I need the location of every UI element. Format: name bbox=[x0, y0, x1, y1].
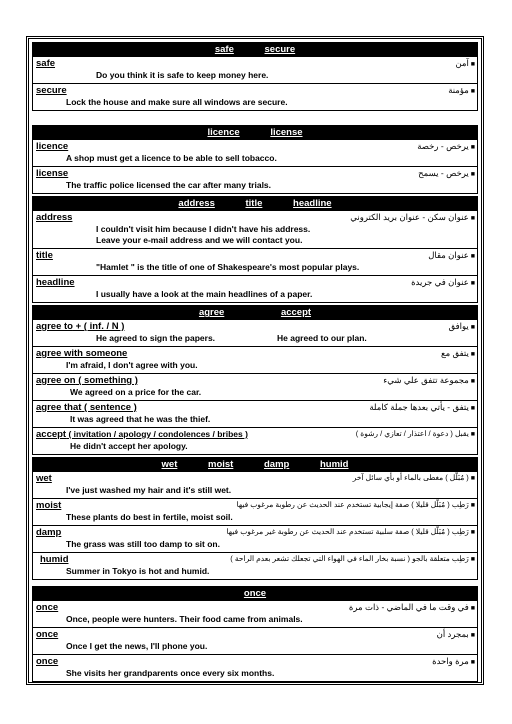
entry bbox=[33, 552, 477, 579]
arabic-meaning: ■ يقبل ( دعوة / اعتذار / تعازي / رشوة ) bbox=[355, 429, 475, 438]
arabic-meaning: ■ بمجرد أن bbox=[436, 629, 475, 639]
arabic-meaning: ■ في وقت ما في الماضي - ذات مرة bbox=[348, 602, 475, 612]
term: wet bbox=[36, 473, 52, 484]
heading-word: safe bbox=[214, 44, 234, 55]
example-sentence: Lock the house and make sure all windows are secure. bbox=[66, 97, 288, 107]
heading-word: secure bbox=[264, 44, 296, 55]
entry bbox=[33, 471, 477, 498]
term: agree to + ( inf. / N ) bbox=[36, 321, 125, 332]
term: license bbox=[36, 168, 69, 179]
heading-word: humid bbox=[319, 459, 349, 470]
example-sentence: He agreed to sign the papers. He agreed to our plan. bbox=[96, 333, 367, 343]
entry bbox=[33, 627, 477, 654]
example-sentence: These plants do best in fertile, moist soil. bbox=[66, 512, 233, 522]
term: secure bbox=[36, 85, 67, 96]
term: humid bbox=[40, 554, 69, 565]
example-sentence: "Hamlet " is the title of one of Shakespeare's most popular plays. bbox=[96, 262, 360, 272]
heading-word: headline bbox=[293, 198, 332, 209]
example-sentence: Once I get the news, I'll phone you. bbox=[66, 641, 208, 651]
example-sentence: He didn't accept her apology. bbox=[70, 441, 188, 451]
section-heading bbox=[33, 587, 477, 600]
heading-word: damp bbox=[263, 459, 290, 470]
entry bbox=[33, 210, 477, 248]
example-sentence: I'm afraid, I don't agree with you. bbox=[66, 360, 198, 370]
example-sentence: I usually have a look at the main headlines of a paper. bbox=[96, 289, 313, 299]
heading-word: title bbox=[245, 198, 263, 209]
example-sentence: It was agreed that he was the thief. bbox=[70, 414, 211, 424]
arabic-meaning: ■ مرة واحدة bbox=[432, 656, 475, 666]
example-sentence: I couldn't visit him because I didn't have his address. bbox=[96, 224, 311, 234]
entry bbox=[33, 139, 477, 166]
term: once bbox=[36, 629, 59, 640]
example-sentence: The traffic police licensed the car after many trials. bbox=[66, 180, 272, 190]
example-sentence: I've just washed my hair and it's still wet. bbox=[66, 485, 232, 495]
entry bbox=[33, 166, 477, 193]
entry bbox=[33, 319, 477, 346]
term: accept ( invitation / apology / condolences / bribes ) bbox=[36, 429, 248, 440]
section-once bbox=[32, 586, 478, 682]
example-sentence: Leave your e-mail address and we will contact you. bbox=[96, 235, 303, 245]
example-sentence: She visits her grandparents once every six months. bbox=[66, 668, 275, 678]
term: agree that ( sentence ) bbox=[36, 402, 137, 413]
term: agree on ( something ) bbox=[36, 375, 138, 386]
arabic-meaning: ■ يرخص - يسمح bbox=[418, 168, 475, 178]
section-heading bbox=[33, 43, 477, 56]
arabic-meaning: ■ عنوان مقال bbox=[428, 250, 475, 260]
term: licence bbox=[36, 141, 69, 152]
heading-word: moist bbox=[208, 459, 234, 470]
entry bbox=[33, 427, 477, 454]
term: moist bbox=[36, 500, 62, 511]
arabic-meaning: ■ يرخص - رخصة bbox=[417, 141, 475, 151]
arabic-meaning: ■ مجموعة تتفق علي شيء bbox=[383, 375, 475, 385]
arabic-meaning: ■ عنوان في جريدة bbox=[411, 277, 475, 287]
section-heading bbox=[33, 197, 477, 210]
example-sentence: A shop must get a licence to be able to sell tobacco. bbox=[66, 153, 277, 163]
term: address bbox=[36, 212, 73, 223]
heading-word: wet bbox=[161, 459, 178, 470]
example-sentence: We agreed on a price for the car. bbox=[70, 387, 202, 397]
arabic-meaning: ■ يتفق مع bbox=[441, 348, 475, 358]
example-sentence: The grass was still too damp to sit on. bbox=[66, 539, 220, 549]
arabic-meaning: ■ رَطِب ( مُبَلَّل قليلا ) صفة سلبية تستخدم عند الحديث عن رطوبة غير مرغوب فيها bbox=[226, 527, 475, 536]
section-safe-secure bbox=[32, 42, 478, 111]
arabic-meaning: ■ عنوان سكن - عنوان بريد الكتروني bbox=[350, 212, 475, 222]
arabic-meaning: ■ رَطِب متعلقة بالجو ( نسبة بخار الماء في الهواء التي تجعلك تشعر بعدم الراحة ) bbox=[230, 554, 475, 563]
section-heading bbox=[33, 458, 477, 471]
section-wet-moist-damp-humid bbox=[32, 457, 478, 580]
entry bbox=[33, 83, 477, 110]
heading-word: license bbox=[270, 127, 303, 138]
entry bbox=[33, 248, 477, 275]
term: damp bbox=[36, 527, 62, 538]
entry bbox=[33, 373, 477, 400]
section-address-title-headline bbox=[32, 196, 478, 303]
heading-word: licence bbox=[207, 127, 240, 138]
arabic-meaning: ■ يوافق bbox=[448, 321, 475, 331]
vocabulary-sheet bbox=[26, 36, 484, 685]
term: agree with someone bbox=[36, 348, 128, 359]
entry bbox=[33, 400, 477, 427]
section-heading bbox=[33, 306, 477, 319]
entry bbox=[33, 56, 477, 83]
term: once bbox=[36, 602, 59, 613]
arabic-meaning: ■ يتفق - يأتي بعدها جملة كاملة bbox=[369, 402, 475, 412]
example-sentence: Summer in Tokyo is hot and humid. bbox=[66, 566, 210, 576]
entry bbox=[33, 275, 477, 302]
arabic-meaning: ■ رَطِب ( مُبَلَّل قليلا ) صفة إيجابية تستخدم عند الحديث عن رطوبة مرغوب فيها bbox=[236, 500, 475, 509]
heading-word: agree bbox=[198, 307, 225, 318]
example-sentence: Do you think it is safe to keep money here. bbox=[96, 70, 269, 80]
term: once bbox=[36, 656, 59, 667]
term: safe bbox=[36, 58, 56, 69]
arabic-meaning: ■ ( مُبَلَّل ) مغطى بالماء أو بأي سائل آخر bbox=[352, 473, 475, 482]
entry bbox=[33, 498, 477, 525]
term: title bbox=[36, 250, 53, 261]
entry bbox=[33, 654, 477, 681]
arabic-meaning: ■ مؤمنة bbox=[448, 85, 475, 95]
entry bbox=[33, 600, 477, 627]
heading-word: address bbox=[178, 198, 215, 209]
heading-word: accept bbox=[280, 307, 312, 318]
entry bbox=[33, 346, 477, 373]
section-heading bbox=[33, 126, 477, 139]
heading-word: once bbox=[243, 588, 267, 599]
example-sentence: Once, people were hunters. Their food came from animals. bbox=[66, 614, 303, 624]
term: headline bbox=[36, 277, 75, 288]
section-licence-license bbox=[32, 125, 478, 194]
section-agree-accept bbox=[32, 305, 478, 455]
entry bbox=[33, 525, 477, 552]
arabic-meaning: ■ آمن bbox=[455, 58, 475, 68]
